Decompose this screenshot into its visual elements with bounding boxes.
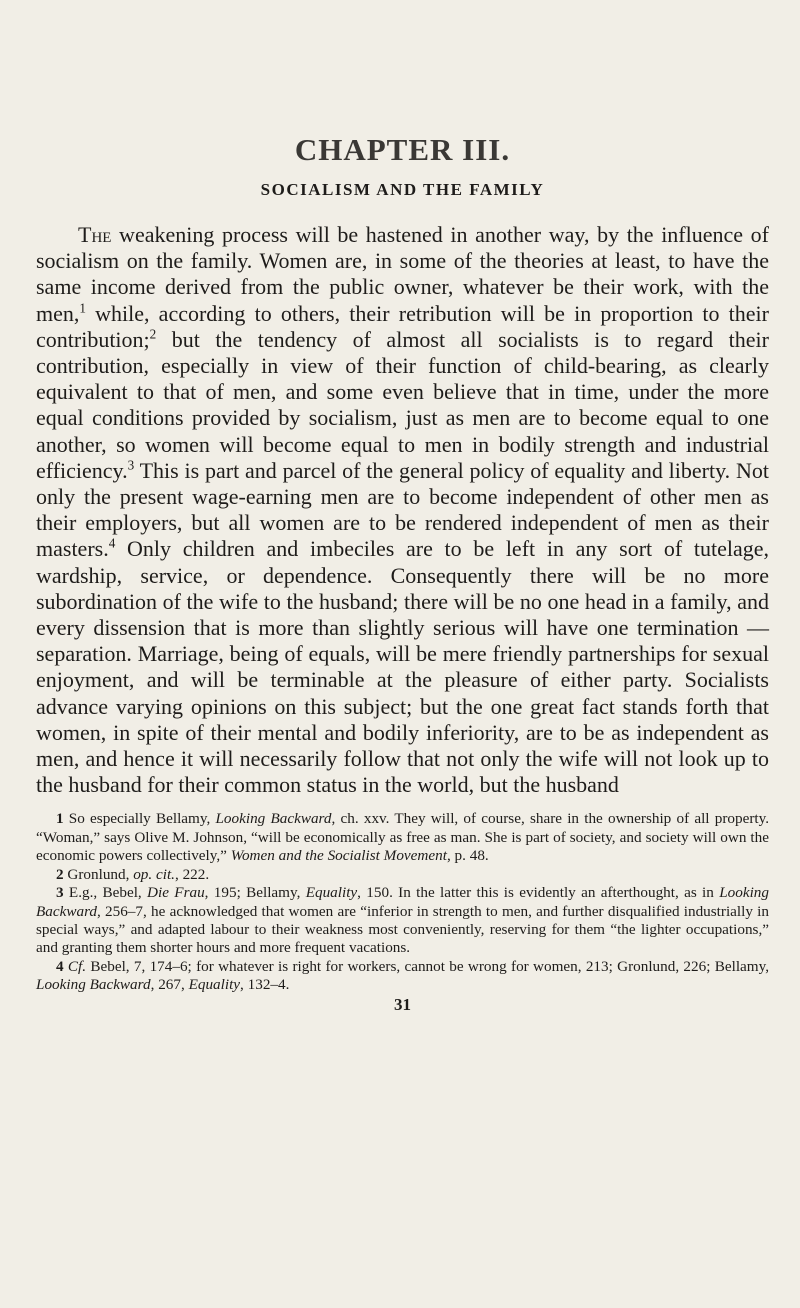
chapter-title: SOCIALISM AND THE FAMILY bbox=[260, 180, 545, 199]
page-number: 31 bbox=[394, 994, 411, 1014]
footnote-2 bbox=[36, 866, 769, 884]
footnote-title: Looking Backward bbox=[215, 810, 332, 828]
body-text-5: Only children and imbeciles are to be left in any sort of tutelage, wardship, service, or dependence. Consequently there will be no more subordination of the wife to the husband; there will be no one head in a family, and every dissension that is more than slightly serious will have one termination — separation. Marriage, being of equals, will be mere friendly partnerships for sexual enjoyment, and will be terminable at the pleasure of either party. Socialists advance varying opinions on this subject; but the one great fact stands forth that women, in spite of their mental and bodily inferiority, are to be as independent as men, and hence it will necessarily follow that not only the wife will not look up to the husband for their common status in the world, but the husband bbox=[36, 536, 769, 798]
footnote-title: Looking Backward bbox=[36, 884, 769, 920]
footnote-number: 3 bbox=[56, 884, 64, 902]
body-text-4: This is part and parcel of the general policy of equality and liberty. Not only the present wage-earning men are to become independent of other men as their employers, but all women are to be rendered independent of men as their masters. bbox=[36, 457, 769, 562]
footnote-ref-4[interactable]: 4 bbox=[108, 536, 116, 552]
footnote-text: , 256–7, he acknowledged that women are “inferior in strength to men, and further disqualified industrially in special ways,” and adapted labour to their weakness most conveniently, reserving for them “the lighter occupations,” and granting them shorter hours and more frequent vacations. bbox=[36, 902, 769, 957]
footnote-title: op. cit. bbox=[133, 865, 175, 883]
footnote-text: , 150. In the latter this is evidently an afterthought, as in bbox=[357, 884, 720, 902]
footnote-text: Bebel, 7, 174–6; for whatever is right for workers, cannot be wrong for women, 213; Gronlund, 226; Bellamy, bbox=[86, 957, 770, 975]
footnote-1 bbox=[36, 810, 769, 865]
body-text-2: while, according to others, their retribution will be in proportion to their contribution; bbox=[36, 300, 769, 352]
body-text-3: but the tendency of almost all socialists is to regard their contribution, especially in view of their function of child-bearing, as clearly equivalent to that of men, and some even believe that in time, under the more equal conditions provided by socialism, just as men are to become equal to one another, so women will become equal to men in bodily strength and industrial efficiency. bbox=[36, 326, 769, 483]
footnote-ref-3[interactable]: 3 bbox=[127, 457, 135, 473]
footnote-ref-2[interactable]: 2 bbox=[149, 326, 157, 342]
footnote-title: Equality bbox=[188, 976, 241, 994]
footnote-title: Women and the Socialist Movement bbox=[230, 847, 447, 865]
footnote-title: Cf. bbox=[67, 957, 87, 975]
footnote-title: Equality bbox=[305, 884, 358, 902]
footnote-text: Gronlund, bbox=[63, 865, 134, 883]
footnote-title: Looking Backward bbox=[36, 976, 151, 994]
footnote-title: Die Frau bbox=[147, 884, 205, 902]
body-paragraph bbox=[36, 222, 769, 798]
footnotes bbox=[36, 810, 769, 994]
footnote-3 bbox=[36, 884, 769, 958]
footnote-text: , 195; Bellamy, bbox=[204, 884, 306, 902]
footnote-number: 1 bbox=[56, 810, 64, 828]
footnote-4 bbox=[36, 958, 769, 995]
lead-word: The bbox=[78, 222, 112, 247]
book-page bbox=[36, 132, 769, 1015]
footnote-text: , ch. xxv. They will, of course, share in the ownership of all property. “Woman,” says Olive M. Johnson, “will be economically as free as man. She is part of society, and society will own the economic powers collectively,” bbox=[36, 810, 769, 865]
footnote-number: 4 bbox=[56, 957, 64, 975]
footnote-text: , 267, bbox=[150, 976, 189, 994]
footnote-number: 2 bbox=[56, 865, 64, 883]
footnote-text: , p. 48. bbox=[446, 847, 489, 865]
footnote-text: So especially Bellamy, bbox=[63, 810, 216, 828]
chapter-heading: CHAPTER III. bbox=[294, 132, 511, 167]
footnote-text: , 222. bbox=[174, 865, 210, 883]
body-text-1: weakening process will be hastened in another way, by the influence of socialism on the family. Women are, in some of the theories at least, to have the same income derived from the public owner, whatever be their work, with the men, bbox=[36, 222, 769, 326]
footnote-text: , 132–4. bbox=[240, 976, 290, 994]
footnote-text: E.g., Bebel, bbox=[63, 884, 148, 902]
footnote-ref-1[interactable]: 1 bbox=[79, 300, 86, 316]
